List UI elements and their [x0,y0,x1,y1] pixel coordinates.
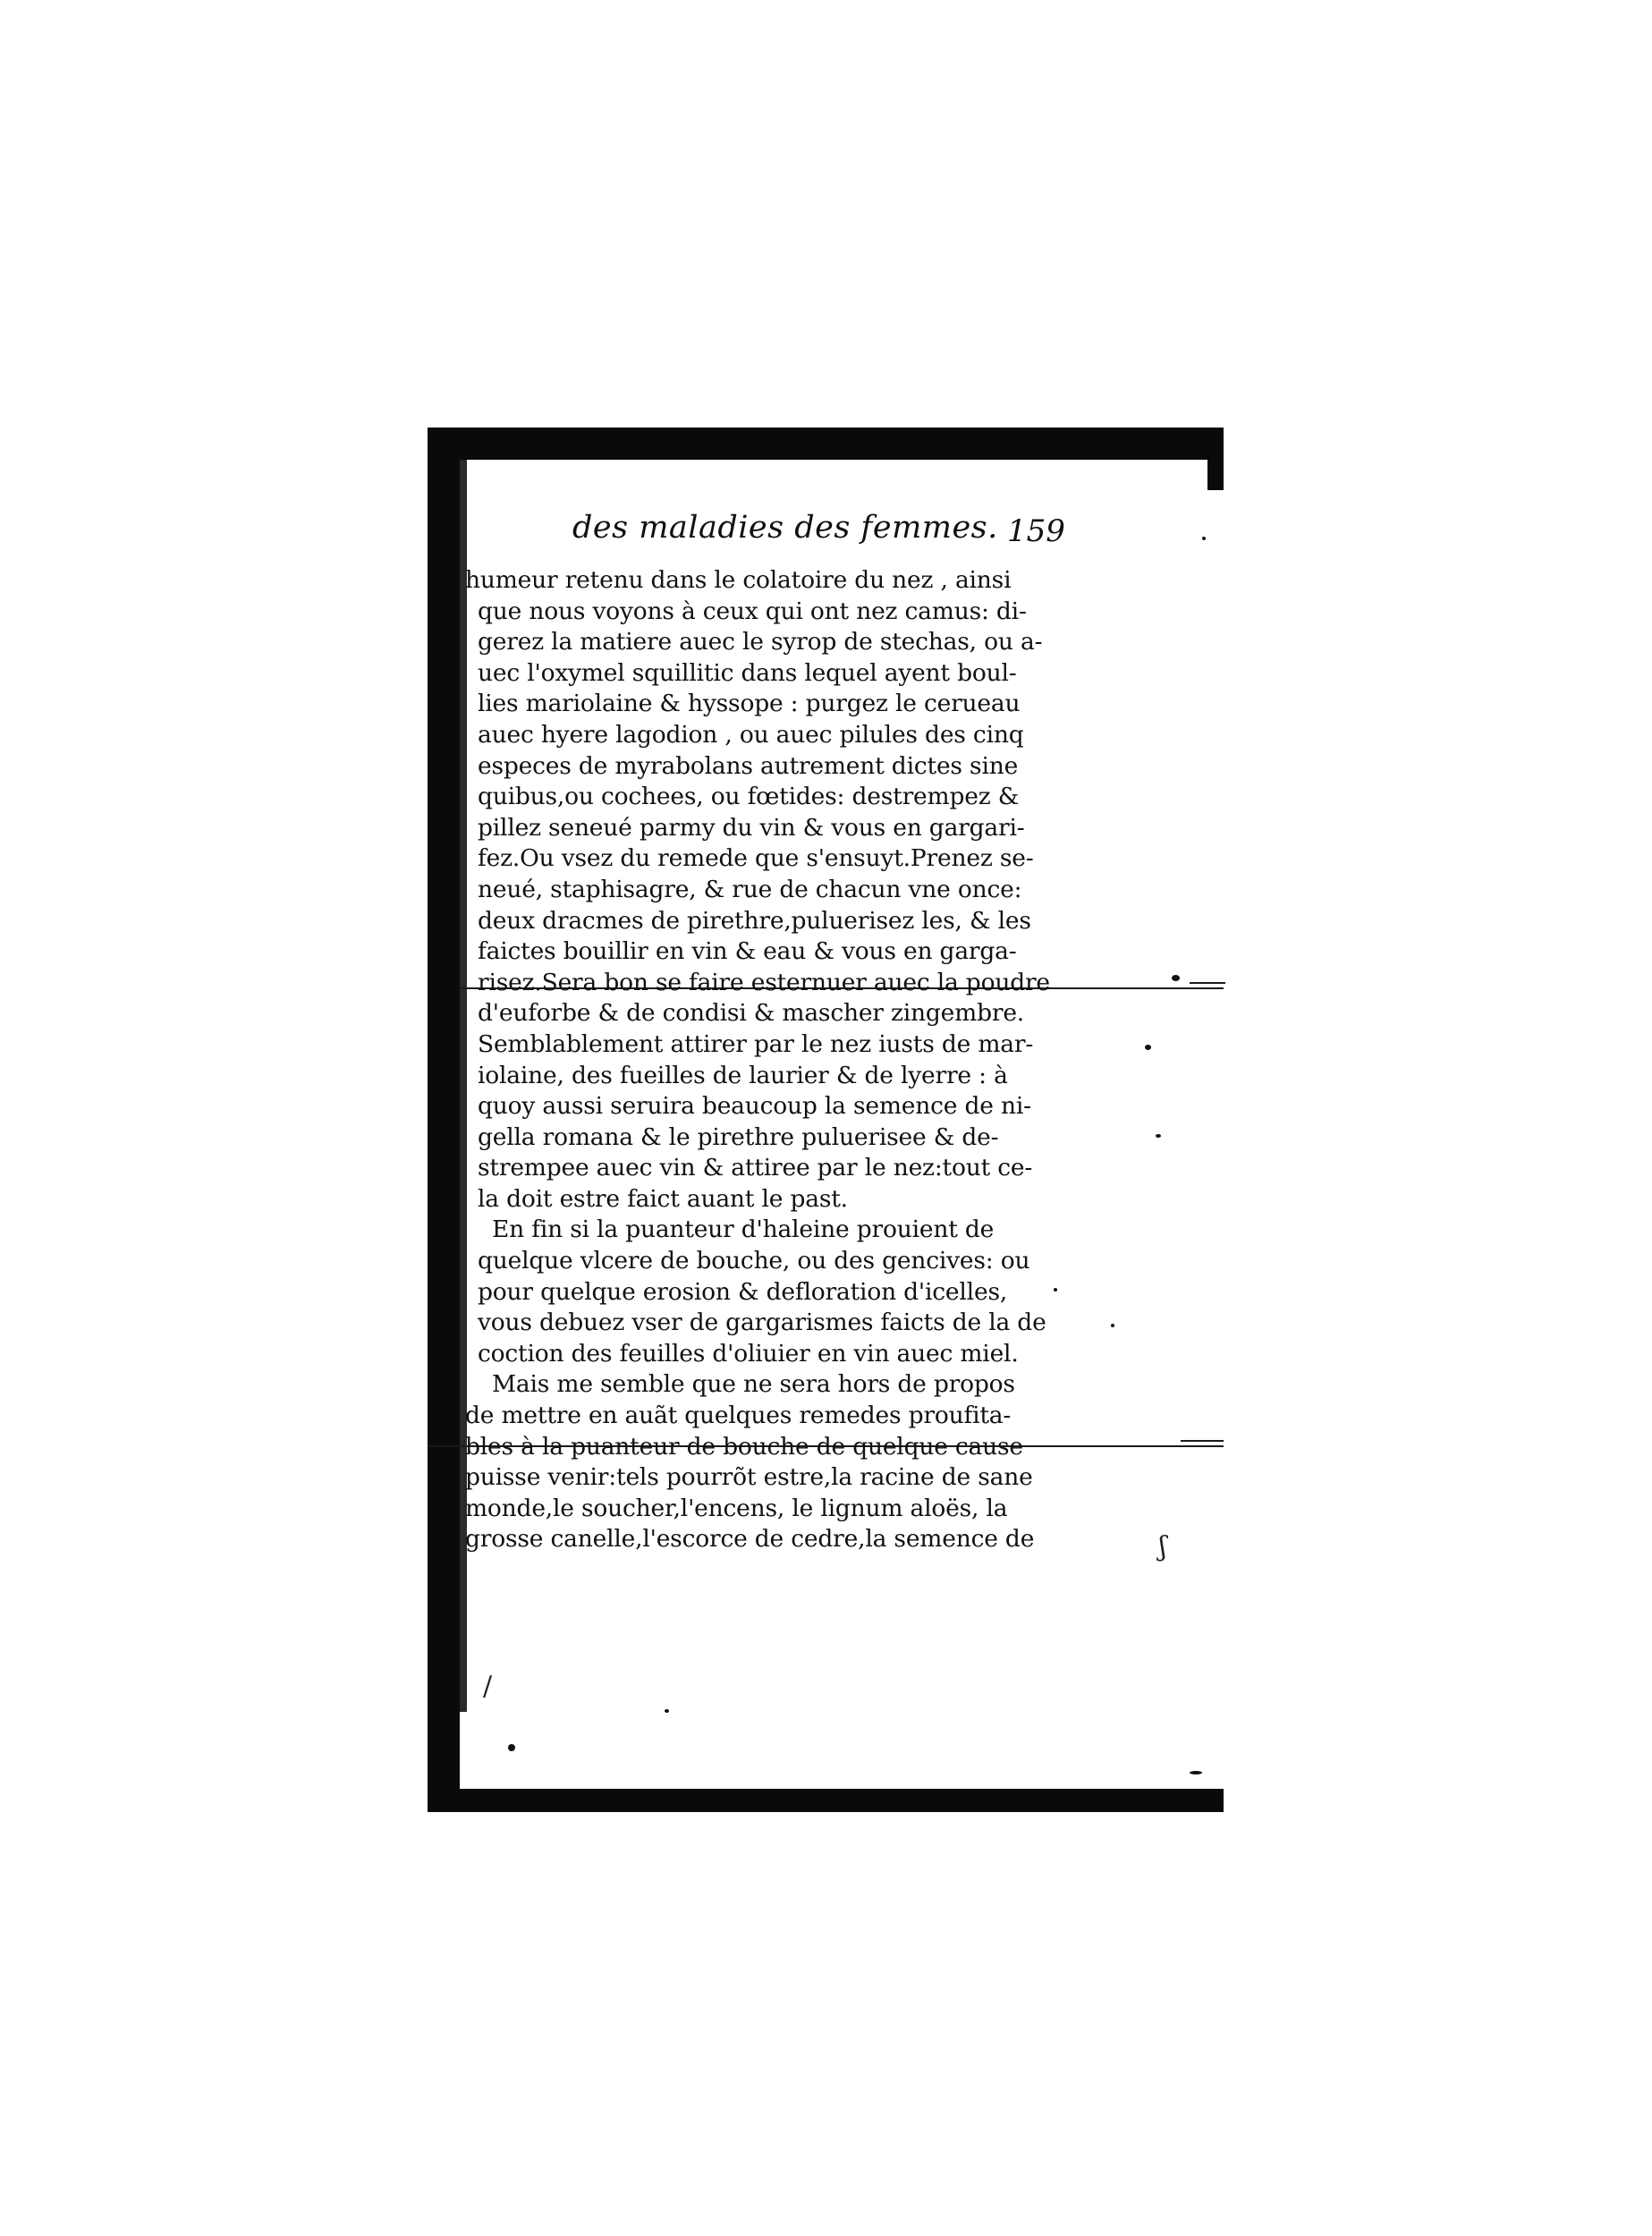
speck [1111,1324,1114,1327]
scan-seam-line [1190,982,1225,984]
text-line: humeur retenu dans le colatoire du nez , ainsi [465,566,1012,594]
text-line: pour quelque erosion & defloration d'icelles, [478,1277,1008,1306]
text-line: deux dracmes de pirethre,puluerisez les, & les [478,906,1031,935]
text-line: strempee auec vin & attiree par le nez:tout ce- [478,1154,1033,1182]
text-line: coction des feuilles d'oliuier en vin auec miel. [478,1339,1019,1368]
running-title: des maladies des femmes. [572,510,998,546]
text-line: Mais me semble que ne sera hors de propos [492,1370,1015,1399]
text-line: bles à la puanteur de bouche de quelque cause [465,1432,1023,1461]
text-line: quoy aussi seruira beaucoup la semence de ni- [478,1092,1031,1121]
scan-border-top [428,428,1224,460]
text-line: risez.Sera bon se faire esternuer auec la poudre [478,968,1050,996]
text-line: especes de myrabolans autrement dictes sine [478,751,1019,780]
text-line: lies mariolaine & hyssope : purgez le cerueau [478,690,1021,718]
scan-seam-line [1181,1440,1224,1442]
text-line: uec l'oxymel squillitic dans lequel ayent boul- [478,658,1017,687]
speck [508,1744,515,1751]
text-line: fez.Ou vsez du remede que s'ensuyt.Prenez se- [478,844,1034,873]
speck [1156,1134,1161,1138]
scan-border-right-stub [1207,428,1224,490]
speck [665,1709,669,1713]
text-line: gella romana & le pirethre puluerisee & de- [478,1122,999,1151]
text-line: la doit estre faict auant le past. [478,1184,848,1213]
text-line: vous debuez vser de gargarismes faicts de la de [478,1309,1046,1337]
text-line: quelque vlcere de bouche, ou des gencives: ou [478,1247,1030,1275]
text-line: Semblablement attirer par le nez iusts de mar- [478,1029,1034,1058]
text-line: En fin si la puanteur d'haleine prouient de [492,1215,995,1244]
text-line: pillez seneué parmy du vin & vous en gargari- [478,813,1025,842]
page-header [465,510,1065,565]
speck [1172,975,1180,981]
text-line: faictes bouillir en vin & eau & vous en garga- [478,937,1017,966]
body-text [465,565,1055,1555]
text-line: de mettre en auãt quelques remedes proufita- [465,1402,1012,1430]
text-line: puisse venir:tels pourrõt estre,la racine de sane [465,1463,1033,1492]
page-number: 159 [1007,513,1065,549]
margin-mark: / [483,1671,493,1702]
speck [1145,1045,1151,1050]
text-line: neué, staphisagre, & rue de chacun vne once: [478,875,1022,903]
text-line: iolaine, des fueilles de laurier & de lyerre : à [478,1061,1008,1089]
margin-mark: ʃ [1159,1531,1167,1563]
text-line: que nous voyons à ceux qui ont nez camus: di- [478,597,1027,625]
text-line: grosse canelle,l'escorce de cedre,la semence de [465,1525,1035,1554]
text-line: gerez la matiere auec le syrop de stechas, ou a- [478,628,1043,656]
text-line: quibus,ou cochees, ou fœtides: destrempez & [478,783,1020,811]
scan-border-bottom [428,1789,1224,1812]
text-line: monde,le soucher,l'encens, le lignum aloës, la [465,1494,1008,1522]
book-page-text [465,510,1065,1555]
text-line: d'euforbe & de condisi & mascher zingembre. [478,999,1025,1028]
speck [1190,1771,1202,1774]
speck [1202,537,1206,540]
scan-border-left [428,428,460,1811]
text-line: auec hyere lagodion , ou auec pilules des cinq [478,720,1024,749]
